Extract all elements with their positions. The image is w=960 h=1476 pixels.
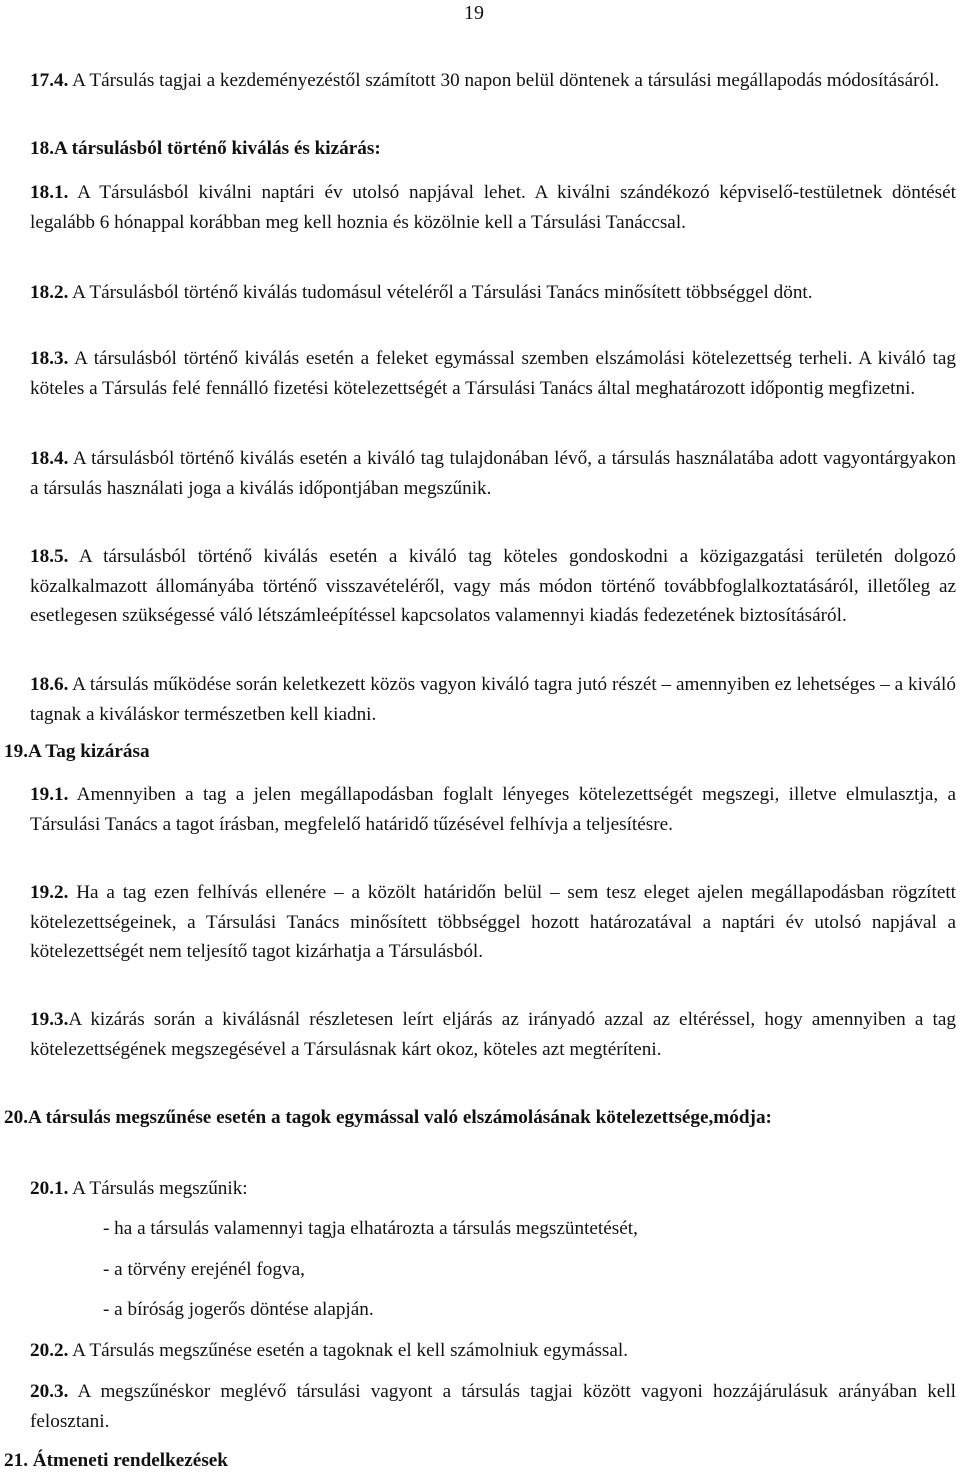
clause-20-3 bbox=[30, 1377, 956, 1436]
clause-number: 19.2. bbox=[30, 882, 69, 903]
clause-19-1 bbox=[30, 780, 956, 839]
clause-number: 19.3. bbox=[30, 1009, 69, 1030]
clause-19-3 bbox=[30, 1005, 956, 1064]
section-heading-18: 18.A társulásból történő kiválás és kizárás: bbox=[30, 138, 381, 159]
clause-19-2 bbox=[30, 878, 956, 967]
clause-number: 18.1. bbox=[30, 182, 69, 203]
clause-20-2 bbox=[30, 1336, 956, 1366]
clause-18-5 bbox=[30, 542, 956, 631]
clause-number: 20.2. bbox=[30, 1340, 69, 1361]
list-item: - ha a társulás valamennyi tagja elhatározta a társulás megszüntetését, bbox=[103, 1218, 638, 1239]
clause-number: 18.2. bbox=[30, 282, 69, 303]
clause-18-6 bbox=[30, 670, 956, 729]
clause-20-1 bbox=[30, 1174, 956, 1204]
list-item: - a törvény erejénél fogva, bbox=[103, 1259, 305, 1280]
section-heading-20 bbox=[4, 1103, 956, 1133]
clause-number: 18.5. bbox=[30, 546, 69, 567]
clause-number: 17.4. bbox=[30, 70, 69, 91]
clause-text: A Társulásból kiválni naptári év utolsó napjával lehet. A kiválni szándékozó képviselő-testületnek döntését legalább 6 hónappal korábban meg kell hoznia és közölnie kell a Társulási Tanáccsal. bbox=[30, 182, 956, 233]
section-heading-19: 19.A Tag kizárása bbox=[4, 741, 150, 762]
clause-text: A megszűnéskor meglévő társulási vagyont a társulás tagjai között vagyoni hozzájárulásuk arányában kell felosztani. bbox=[30, 1381, 956, 1432]
clause-text: A társulásból történő kiválás esetén a feleket egymással szemben elszámolási kötelezettség terheli. A kiváló tag köteles a Társulás felé fennálló fizetési kötelezettségét a Társulási Tanács által meghatározott időpontig megfizetni. bbox=[30, 348, 956, 399]
clause-18-3 bbox=[30, 344, 956, 403]
clause-number: 20.3. bbox=[30, 1381, 69, 1402]
clause-text: A Társulás megszűnése esetén a tagoknak el kell számolniuk egymással. bbox=[72, 1340, 629, 1361]
clause-17-4 bbox=[30, 66, 956, 96]
section-heading-21: 21. Átmeneti rendelkezések bbox=[4, 1450, 228, 1471]
clause-18-2 bbox=[30, 278, 956, 308]
clause-text: A társulásból történő kiválás esetén a kiváló tag tulajdonában lévő, a társulás használatába adott vagyontárgyakon a társulás használati joga a kiválás időpontjában megszűnik. bbox=[30, 448, 956, 499]
clause-text: A kizárás során a kiválásnál részletesen leírt eljárás az irányadó azzal az eltéréssel, hogy amennyiben a tag kötelezettségének megszegésével a Társulásnak kárt okoz, köteles azt megtéríteni. bbox=[30, 1009, 956, 1060]
page-number: 19 bbox=[464, 2, 484, 24]
clause-18-1 bbox=[30, 178, 956, 237]
clause-number: 18.4. bbox=[30, 448, 69, 469]
clause-text: A Társulás tagjai a kezdeményezéstől számított 30 napon belül döntenek a társulási megállapodás módosításáról. bbox=[72, 70, 940, 91]
clause-number: 19.1. bbox=[30, 784, 69, 805]
clause-number: 18.3. bbox=[30, 348, 69, 369]
clause-text: A Társulásból történő kiválás tudomásul vételéről a Társulási Tanács minősített többséggel dönt. bbox=[72, 282, 813, 303]
clause-text: A Társulás megszűnik: bbox=[72, 1178, 248, 1199]
clause-text: Amennyiben a tag a jelen megállapodásban foglalt lényeges kötelezettségét megszegi, illetve elmulasztja, a Társulási Tanács a tagot írásban, megfelelő határidő tűzésével felhívja a teljesítésre. bbox=[30, 784, 956, 835]
clause-text: A társulásból történő kiválás esetén a kiváló tag köteles gondoskodni a közigazgatási területén dolgozó közalkalmazott állományába történő visszavételéről, vagy más módon történő továbbfoglalkoztatásáról, illetőleg az esetlegesen szükségessé váló létszámleépítéssel kapcsolatos valamennyi kiadás fedezetének biztosításáról. bbox=[30, 546, 956, 626]
clause-18-4 bbox=[30, 444, 956, 503]
section-heading-text: 20.A társulás megszűnése esetén a tagok egymással való elszámolásának kötelezettsége,módja: bbox=[4, 1107, 772, 1128]
clause-number: 20.1. bbox=[30, 1178, 69, 1199]
clause-number: 18.6. bbox=[30, 674, 69, 695]
list-item: - a bíróság jogerős döntése alapján. bbox=[103, 1299, 374, 1320]
clause-text: A társulás működése során keletkezett közös vagyon kiváló tagra jutó részét – amennyiben ez lehetséges – a kiváló tagnak a kiváláskor természetben kell kiadni. bbox=[30, 674, 956, 725]
clause-text: Ha a tag ezen felhívás ellenére – a közölt határidőn belül – sem tesz eleget ajelen megállapodásban rögzített kötelezettségeinek, a Társulási Tanács minősített többséggel hozott határozatával a naptári év utolsó napjával a kötelezettségét nem teljesítő tagot kizárhatja a Társulásból. bbox=[30, 882, 957, 962]
